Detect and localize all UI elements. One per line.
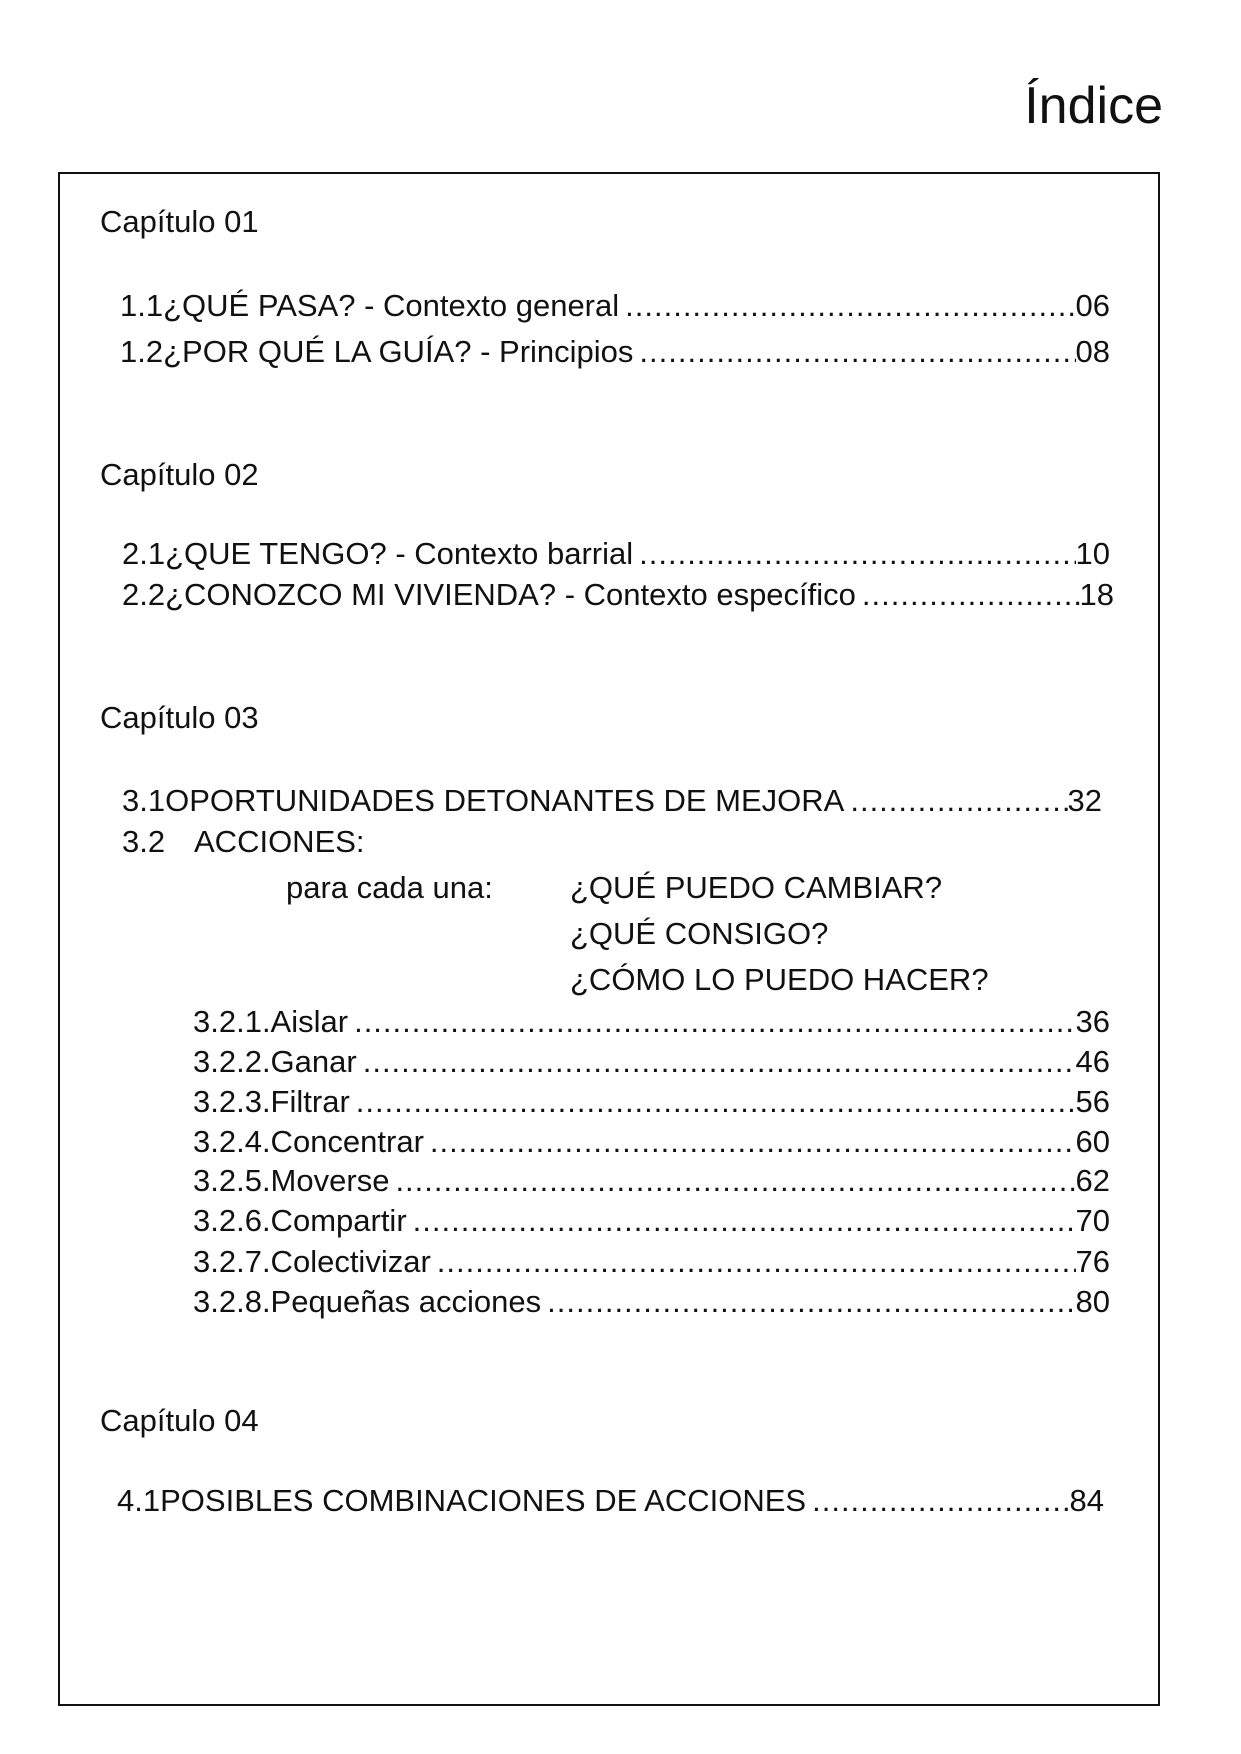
toc-entry[interactable]: [122, 826, 365, 857]
subentry-label: 3.2.1.Aislar: [193, 1004, 349, 1039]
toc-subentry[interactable]: [193, 1205, 1110, 1236]
subentry-label: 3.2.4.Concentrar: [193, 1124, 424, 1159]
dot-leader: [806, 1485, 1069, 1516]
toc-entry[interactable]: [122, 579, 1114, 610]
entry-label: ¿QUÉ PASA? - Contexto general: [163, 288, 620, 323]
dot-leader: [407, 1205, 1076, 1236]
entry-number: 2.2: [122, 577, 166, 612]
entry-label: ¿POR QUÉ LA GUÍA? - Principios: [163, 334, 634, 369]
toc-subentry[interactable]: [193, 1006, 1110, 1037]
toc-subentry[interactable]: [193, 1246, 1110, 1277]
note-question: ¿QUÉ PUEDO CAMBIAR?: [570, 870, 943, 905]
toc-entry[interactable]: [120, 290, 1110, 321]
dot-leader: [350, 1086, 1076, 1117]
dot-leader: [389, 1165, 1075, 1196]
toc-entry[interactable]: [122, 785, 1102, 816]
entry-label: POSIBLES COMBINACIONES DE ACCIONES: [160, 1483, 807, 1518]
entry-number: 1.1: [120, 288, 164, 323]
dot-leader: [424, 1126, 1076, 1157]
entry-number: 2.1: [122, 536, 166, 571]
toc-entry[interactable]: [120, 336, 1110, 367]
entry-page: 08: [1075, 334, 1110, 369]
entry-number: 3.2: [122, 824, 166, 859]
dot-leader: [357, 1046, 1076, 1077]
toc-subentry[interactable]: [193, 1165, 1110, 1196]
entry-page: 56: [1075, 1084, 1110, 1119]
entry-label: ¿QUE TENGO? - Contexto barrial: [165, 536, 634, 571]
note-intro: para cada una:: [286, 870, 493, 905]
entry-number: 3.1: [122, 783, 166, 818]
entry-page: 60: [1075, 1124, 1110, 1159]
toc-subentry[interactable]: [193, 1086, 1110, 1117]
note-question: ¿CÓMO LO PUEDO HACER?: [570, 962, 989, 997]
toc-subentry[interactable]: [193, 1046, 1110, 1077]
dot-leader: [633, 538, 1075, 569]
subentry-label: 3.2.5.Moverse: [193, 1163, 390, 1198]
entry-page: 80: [1075, 1284, 1110, 1319]
toc-entry[interactable]: [122, 538, 1110, 569]
chapter-heading: Capítulo 01: [100, 204, 259, 239]
chapter-heading: Capítulo 02: [100, 457, 259, 492]
entry-page: 18: [1079, 577, 1114, 612]
page-title: Índice: [1024, 77, 1163, 135]
subentry-label: 3.2.8.Pequeñas acciones: [193, 1284, 542, 1319]
chapter-heading: Capítulo 04: [100, 1403, 259, 1438]
dot-leader: [541, 1286, 1075, 1317]
subentry-label: 3.2.6.Compartir: [193, 1203, 407, 1238]
entry-label: ¿CONOZCO MI VIVIENDA? - Contexto específico: [165, 577, 856, 612]
toc-subentry[interactable]: [193, 1286, 1110, 1317]
toc-subentry[interactable]: [193, 1126, 1110, 1157]
dot-leader: [619, 290, 1075, 321]
dot-leader: [431, 1246, 1076, 1277]
toc-entry[interactable]: [117, 1485, 1104, 1516]
subentry-label: 3.2.2.Ganar: [193, 1044, 357, 1079]
entry-label: OPORTUNIDADES DETONANTES DE MEJORA: [165, 783, 845, 818]
subentry-label: 3.2.3.Filtrar: [193, 1084, 350, 1119]
subentry-label: 3.2.7.Colectivizar: [193, 1244, 431, 1279]
entry-label: ACCIONES:: [194, 824, 365, 859]
dot-leader: [348, 1006, 1075, 1037]
note-question: ¿QUÉ CONSIGO?: [570, 916, 829, 951]
entry-page: 76: [1075, 1244, 1110, 1279]
dot-leader: [844, 785, 1067, 816]
dot-leader: [633, 336, 1075, 367]
entry-page: 10: [1075, 536, 1110, 571]
entry-number: 1.2: [120, 334, 164, 369]
entry-page: 06: [1075, 288, 1110, 323]
dot-leader: [856, 579, 1080, 610]
entry-page: 32: [1067, 783, 1102, 818]
entry-page: 36: [1075, 1004, 1110, 1039]
chapter-heading: Capítulo 03: [100, 700, 259, 735]
entry-page: 46: [1075, 1044, 1110, 1079]
entry-page: 70: [1075, 1203, 1110, 1238]
entry-page: 84: [1069, 1483, 1104, 1518]
entry-number: 4.1: [117, 1483, 161, 1518]
entry-page: 62: [1075, 1163, 1110, 1198]
